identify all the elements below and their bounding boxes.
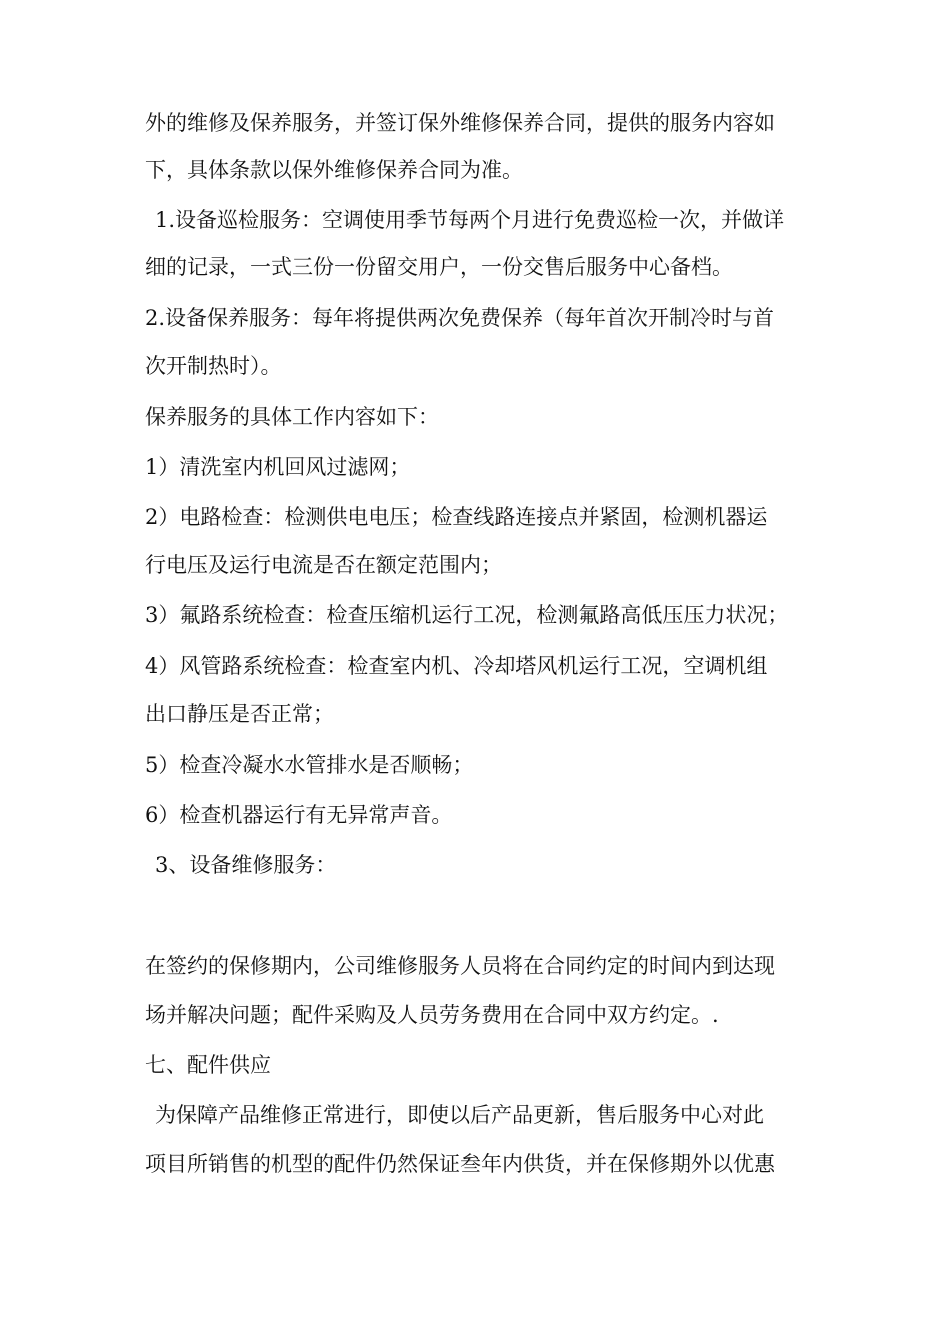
text-line: 3）氟路系统检查：检查压缩机运行工况，检测氟路高低压压力状况； [145,603,789,627]
text-line: 5）检查冷凝水水管排水是否顺畅； [145,753,474,777]
text-line: 6）检查机器运行有无异常声音。 [145,803,453,827]
text-line: 次开制热时）。 [145,354,282,378]
text-line: 行电压及运行电流是否在额定范围内； [145,553,502,577]
text-line: 外的维修及保养服务，并签订保外维修保养合同，提供的服务内容如 [145,111,775,135]
section-heading: 七、配件供应 [145,1053,271,1077]
text-line: 3、设备维修服务： [155,853,337,877]
text-line: 项目所销售的机型的配件仍然保证叁年内供货，并在保修期外以优惠 [145,1152,775,1176]
text-line: 为保障产品维修正常进行，即使以后产品更新，售后服务中心对此 [155,1103,764,1127]
text-line: 1）清洗室内机回风过滤网； [145,455,411,479]
text-line: 在签约的保修期内，公司维修服务人员将在合同约定的时间内到达现 [145,954,775,978]
text-line: 场并解决问题；配件采购及人员劳务费用在合同中双方约定。. [145,1003,719,1027]
text-line: 下，具体条款以保外维修保养合同为准。 [145,158,523,182]
text-line: 2）电路检查：检测供电电压；检查线路连接点并紧固，检测机器运 [145,505,768,529]
text-line: 1.设备巡检服务：空调使用季节每两个月进行免费巡检一次，并做详 [155,208,785,232]
text-line: 细的记录，一式三份一份留交用户，一份交售后服务中心备档。 [145,255,733,279]
text-line: 保养服务的具体工作内容如下： [145,405,439,429]
text-line: 出口静压是否正常； [145,702,334,726]
text-line: 4）风管路系统检查：检查室内机、冷却塔风机运行工况，空调机组 [145,654,768,678]
text-line: 2.设备保养服务：每年将提供两次免费保养（每年首次开制冷时与首 [145,306,775,330]
